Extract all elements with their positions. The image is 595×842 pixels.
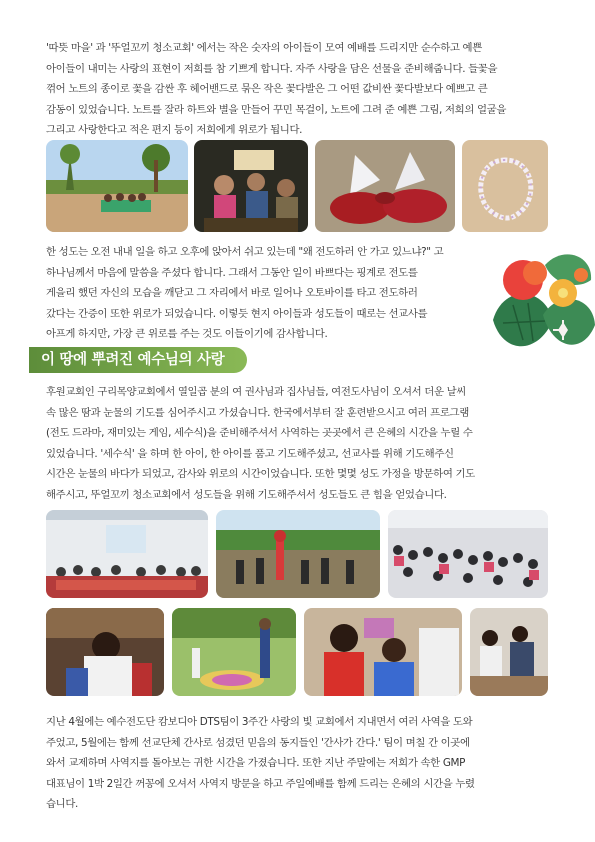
paragraph-4-line: 대표님이 1박 2일간 꺼꽁에 오셔서 사역지 방문을 하고 주일예배를 함께 드리는 은혜의 시간을 누렸 <box>46 777 475 790</box>
photo-outdoor-game <box>172 608 296 696</box>
photo-children-night <box>194 140 308 232</box>
photo-outdoor-gathering <box>216 510 380 598</box>
paragraph-3-line: 있었습니다. '세수식' 을 하며 한 아이, 한 아이를 품고 기도해주셨고, 선교사를 위해 기도해주신 <box>46 447 454 460</box>
paragraph-2-line: 게을리 했던 자신의 모습을 깨닫고 그 자리에서 바로 일어나 오토바이를 타고 전도하러 <box>46 287 418 299</box>
photo-flower-bouquet <box>315 140 455 232</box>
paragraph-4-line: 주었고, 5월에는 함께 선교단체 간사로 섬겼던 믿음의 동지들인 '간사가 간다.' 팀이 며칠 간 이곳에 <box>46 736 470 749</box>
photo-children-crowd <box>388 510 548 598</box>
paragraph-1-line: 감동이 있었습니다. 노트를 잘라 하트와 별을 만들어 꾸민 목걸이, 노트에 그려 준 예쁜 그림, 저희의 얼굴을 <box>46 103 507 116</box>
paragraph-2-line: 한 성도는 오전 내내 일을 하고 오후에 앉아서 쉬고 있는데 "왜 전도하러 안 가고 있느냐?" 고 <box>46 246 444 258</box>
paragraph-3-line: (전도 드라마, 재미있는 게임, 세수식)을 준비해주셔서 사역하는 곳곳에서 큰 은혜의 시간을 누릴 수 <box>46 427 473 439</box>
paragraph-4-line: 와서 교제하며 사역지를 돌아보는 귀한 시간을 가졌습니다. 또한 지난 주말에는 저희가 속한 GMP <box>46 757 466 769</box>
photo-laying-hands <box>304 608 462 696</box>
paragraph-4-line: 지난 4월에는 예수전도단 캄보디아 DTS팀이 3주간 사랑의 빛 교회에서 지내면서 여러 사역을 도와 <box>46 716 473 728</box>
paragraph-3-line: 해주시고, 뚜얼꼬끼 청소교회에서 성도들을 위해 기도해주셔서 성도들도 큰 힘을 얻었습니다. <box>46 488 447 501</box>
paragraph-2-line: 갔다는 간증이 또한 위로가 되었습니다. 이렇듯 현지 아이들과 성도들이 때로는 선교사를 <box>46 307 428 320</box>
paragraph-2-line: 하나님께서 마음에 말씀을 주셨다 합니다. 그래서 그동안 일이 바쁘다는 핑계로 전도를 <box>46 266 418 279</box>
section-heading: 이 땅에 뿌려진 예수님의 사랑 <box>29 347 247 373</box>
photo-prayer-embrace <box>46 608 164 696</box>
paragraph-2 <box>46 242 486 345</box>
photo-paper-necklace <box>462 140 548 232</box>
paragraph-4 <box>46 712 551 815</box>
photo-church-service <box>46 510 208 598</box>
paragraph-1 <box>46 38 551 141</box>
paragraph-3 <box>46 382 551 505</box>
paragraph-2-line: 아프게 하지만, 가장 큰 위로를 주는 것도 이들이기에 감사합니다. <box>46 328 328 340</box>
paragraph-3-line: 속 많은 땀과 눈물의 기도를 심어주시고 가셨습니다. 한국에서부터 잘 훈련받으시고 여러 프로그램 <box>46 406 469 419</box>
paragraph-1-line: 아이들이 내미는 사랑의 표현이 저희를 참 기쁘게 합니다. 자주 사랑을 담은 선물을 준비해줍니다. 들꽃을 <box>46 62 498 75</box>
photo-children-outdoor <box>46 140 188 232</box>
paragraph-3-line: 후원교회인 구리목양교회에서 열일곱 분의 여 권사님과 집사님들, 여전도사님이 오셔서 더운 날씨 <box>46 386 466 398</box>
tropical-flower-decoration <box>483 245 595 365</box>
paragraph-1-line: 꺾어 노트의 종이로 꽃을 감싼 후 헤어밴드로 묶은 작은 꽃다발은 그 어떤 값비싼 꽃다발보다 예쁘고 큰 <box>46 83 488 95</box>
paragraph-1-line: 그리고 사랑한다고 적은 편지 등이 저희에게 위로가 됩니다. <box>46 124 303 136</box>
photo-group-prayer <box>470 608 548 696</box>
paragraph-3-line: 시간은 눈물의 바다가 되었고, 감사와 위로의 시간이었습니다. 또한 몇몇 성도 가정을 방문하여 기도 <box>46 468 475 480</box>
paragraph-4-line: 습니다. <box>46 798 79 810</box>
paragraph-1-line: '따뜻 마을' 과 '뚜얼꼬끼 청소교회' 에서는 작은 숫자의 아이들이 모여 예배를 드리지만 순수하고 예쁜 <box>46 42 482 54</box>
